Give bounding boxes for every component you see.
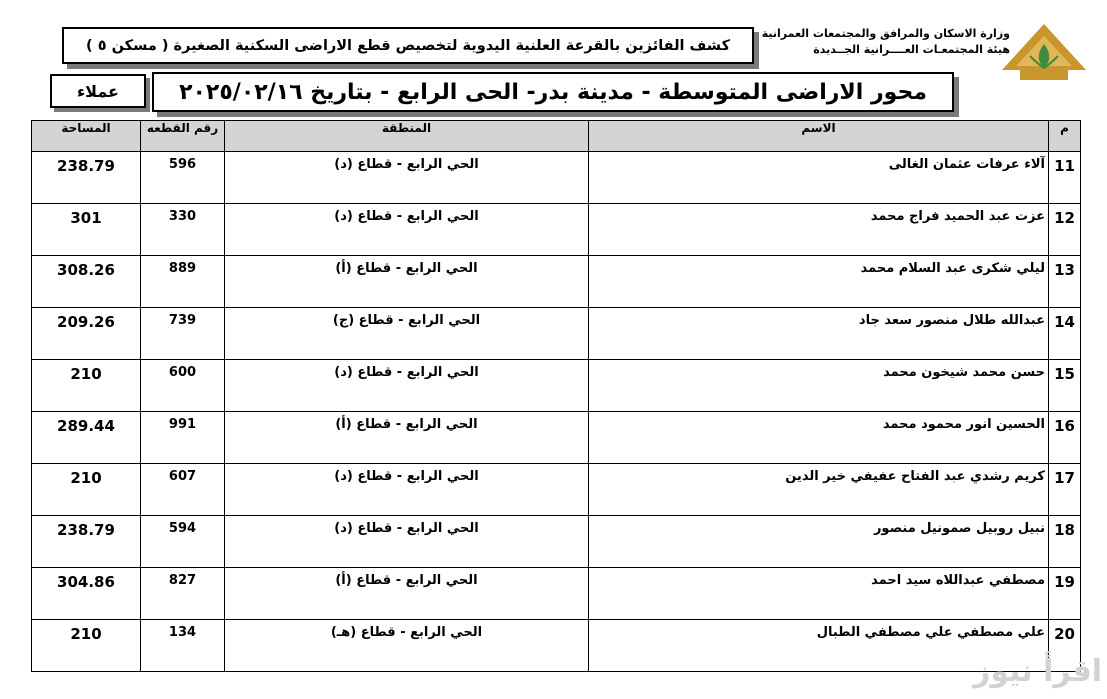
table-row bbox=[32, 620, 1081, 672]
ministry-name: وزارة الاسكان والمرافق والمجتمعات العمرانية bbox=[761, 27, 1010, 40]
row-number-cell: 16 bbox=[1049, 412, 1081, 464]
table-row bbox=[32, 568, 1081, 620]
column-header-number: م bbox=[1049, 121, 1081, 152]
row-number-cell: 12 bbox=[1049, 204, 1081, 256]
sheet-subtitle bbox=[152, 72, 954, 112]
table-row bbox=[32, 464, 1081, 516]
name-cell: مصطفي عبداللاه سيد احمد bbox=[589, 568, 1049, 620]
column-header-area: المساحة bbox=[32, 121, 141, 152]
sheet-subtitle-text: محور الاراضى المتوسطة - مدينة بدر- الحى الرابع - بتاريخ ٢٠٢٥/٠٢/١٦ bbox=[179, 79, 927, 105]
column-header-plot: رقم القطعه bbox=[141, 121, 225, 152]
ministry-header bbox=[760, 26, 1010, 58]
plot-number-cell: 889 bbox=[141, 256, 225, 308]
name-cell: كريم رشدي عبد الفتاح عفيفي خير الدين bbox=[589, 464, 1049, 516]
name-cell: عزت عبد الحميد فراج محمد bbox=[589, 204, 1049, 256]
zone-cell: الحي الرابع - قطاع (د) bbox=[225, 464, 589, 516]
area-cell: 301 bbox=[32, 204, 141, 256]
row-number-cell: 11 bbox=[1049, 152, 1081, 204]
row-number-cell: 18 bbox=[1049, 516, 1081, 568]
table-row bbox=[32, 412, 1081, 464]
table-row bbox=[32, 360, 1081, 412]
name-cell: آلاء عرفات عثمان الغالى bbox=[589, 152, 1049, 204]
zone-cell: الحي الرابع - قطاع (د) bbox=[225, 152, 589, 204]
area-cell: 210 bbox=[32, 360, 141, 412]
row-number-cell: 15 bbox=[1049, 360, 1081, 412]
row-number-cell: 17 bbox=[1049, 464, 1081, 516]
name-cell: عبدالله طلال منصور سعد جاد bbox=[589, 308, 1049, 360]
column-header-name: الاسم bbox=[589, 121, 1049, 152]
zone-cell: الحي الرابع - قطاع (أ) bbox=[225, 412, 589, 464]
name-cell: الحسين انور محمود محمد bbox=[589, 412, 1049, 464]
area-cell: 209.26 bbox=[32, 308, 141, 360]
table-row bbox=[32, 152, 1081, 204]
plot-number-cell: 739 bbox=[141, 308, 225, 360]
row-number-cell: 13 bbox=[1049, 256, 1081, 308]
plot-number-cell: 600 bbox=[141, 360, 225, 412]
zone-cell: الحي الرابع - قطاع (د) bbox=[225, 360, 589, 412]
table-row bbox=[32, 308, 1081, 360]
zone-cell: الحي الرابع - قطاع (أ) bbox=[225, 256, 589, 308]
zone-cell: الحي الرابع - قطاع (أ) bbox=[225, 568, 589, 620]
plot-number-cell: 596 bbox=[141, 152, 225, 204]
row-number-cell: 20 bbox=[1049, 620, 1081, 672]
name-cell: ليلي شكرى عبد السلام محمد bbox=[589, 256, 1049, 308]
zone-cell: الحي الرابع - قطاع (د) bbox=[225, 516, 589, 568]
authority-logo bbox=[1000, 22, 1088, 96]
column-header-zone: المنطقة bbox=[225, 121, 589, 152]
plot-number-cell: 991 bbox=[141, 412, 225, 464]
sheet-title-text: كشف الفائزين بالقرعة العلنية اليدوية لتخصيص قطع الاراضى السكنية الصغيرة ( مسكن ٥ ) bbox=[86, 37, 730, 54]
plot-number-cell: 827 bbox=[141, 568, 225, 620]
table-row bbox=[32, 204, 1081, 256]
area-cell: 289.44 bbox=[32, 412, 141, 464]
name-cell: علي مصطفي علي مصطفي الطبال bbox=[589, 620, 1049, 672]
category-label: عملاء bbox=[77, 81, 119, 101]
area-cell: 304.86 bbox=[32, 568, 141, 620]
name-cell: حسن محمد شيخون محمد bbox=[589, 360, 1049, 412]
plot-number-cell: 607 bbox=[141, 464, 225, 516]
plot-number-cell: 134 bbox=[141, 620, 225, 672]
area-cell: 308.26 bbox=[32, 256, 141, 308]
plot-number-cell: 594 bbox=[141, 516, 225, 568]
row-number-cell: 14 bbox=[1049, 308, 1081, 360]
table-header-row bbox=[32, 121, 1081, 152]
area-cell: 238.79 bbox=[32, 516, 141, 568]
zone-cell: الحي الرابع - قطاع (ج) bbox=[225, 308, 589, 360]
plot-number-cell: 330 bbox=[141, 204, 225, 256]
zone-cell: الحي الرابع - قطاع (هـ) bbox=[225, 620, 589, 672]
name-cell: نبيل روبيل صمونيل منصور bbox=[589, 516, 1049, 568]
winners-table bbox=[31, 120, 1081, 672]
area-cell: 238.79 bbox=[32, 152, 141, 204]
sheet-title bbox=[62, 27, 754, 64]
site-watermark: اقرأ نيوز bbox=[973, 654, 1102, 689]
area-cell: 210 bbox=[32, 620, 141, 672]
row-number-cell: 19 bbox=[1049, 568, 1081, 620]
table-row bbox=[32, 516, 1081, 568]
area-cell: 210 bbox=[32, 464, 141, 516]
zone-cell: الحي الرابع - قطاع (د) bbox=[225, 204, 589, 256]
table-row bbox=[32, 256, 1081, 308]
category-badge bbox=[50, 74, 146, 108]
authority-name: هيئة المجتمعـات العــــرانية الجــديدة bbox=[813, 43, 1010, 56]
